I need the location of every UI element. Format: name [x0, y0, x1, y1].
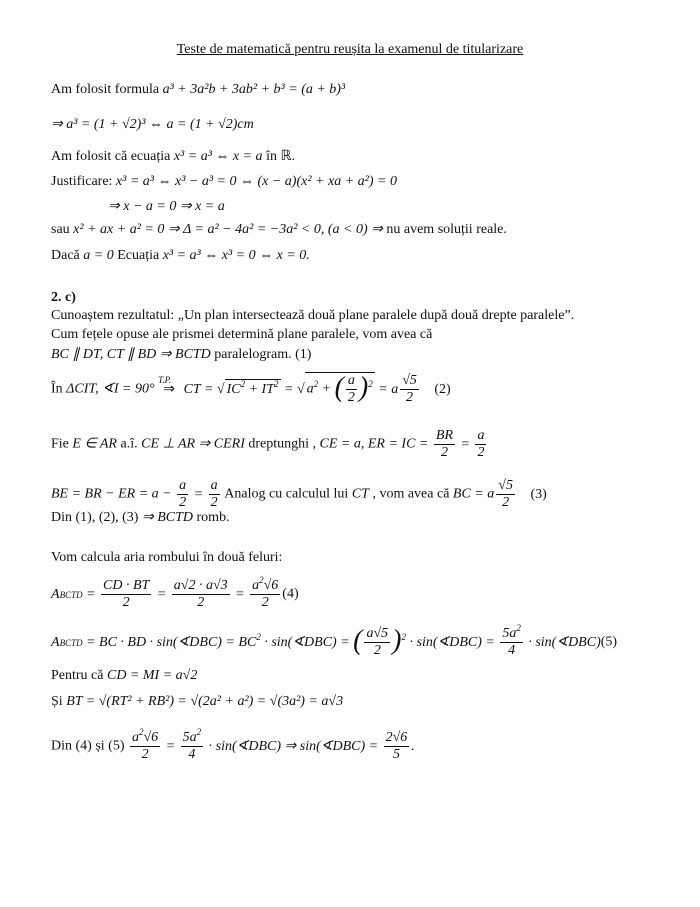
- equation-ref: (4): [282, 586, 299, 602]
- line-bt: [51, 692, 343, 712]
- line-cd: [51, 666, 197, 686]
- line-zero-case: [51, 246, 310, 266]
- line-text: Am folosit că ecuația: [51, 149, 174, 164]
- math-expr: E ∈ AR: [72, 436, 117, 452]
- line-text: Pentru că: [51, 668, 107, 683]
- line-implication: ⇒ x − a = 0 ⇒ x = a: [108, 199, 225, 214]
- line-text: , vom avea că: [372, 486, 453, 502]
- page-title: Teste de matematică pentru reușita la examenul de titularizare: [176, 42, 524, 57]
- math-expr: CD = MI = a√2: [106, 668, 198, 683]
- equation-ref: (5): [600, 634, 618, 650]
- line-formula: [51, 80, 345, 100]
- line-discriminant: [51, 220, 507, 240]
- math-expr: ABCTD = $\frac{CD \cdot BT}{2}$ = $\frac{a√2 \cdot a√3}{2}$ = $\frac{a^2√6}{2}$: [51, 575, 279, 610]
- line-text: nu avem soluții reale.: [386, 222, 507, 237]
- math-expr: x³ = a³ ⇔ x³ = 0 ⇔ x = 0.: [162, 248, 310, 263]
- line-rectangle: Fie E ∈ AR a.î. CE ⊥ AR ⇒ CERI dreptunghi , CE = a, ER = IC = $\frac{BR}{2}$ = $\frac{a}{2}$: [51, 428, 485, 460]
- line-text: în ℝ.: [266, 149, 296, 164]
- math-expr: x³ = a³ ⇔ x = a: [173, 149, 263, 164]
- line-area-2: [51, 623, 618, 659]
- line-faces: Cum fețele opuse ale prismei determină plane paralele, vom avea că: [51, 327, 433, 342]
- line-text: paralelogram. (1): [214, 347, 312, 362]
- line-pythagoras: În ΔCIT, ∢I = 90° T.P. ⇒ CT = √ $IC^2 + IT^2$ = √ $a^2$ + ( $\frac{a}{2}$ )$^2$ = a $\frac{√5}{2}$ (2): [51, 371, 451, 405]
- line-text: În: [51, 381, 67, 397]
- equation-ref: (2): [434, 381, 451, 397]
- section-label: 2. c): [51, 290, 76, 305]
- math-expr: BC ∥ DT, CT ∥ BD ⇒ BCTD: [51, 347, 211, 362]
- line-equation: [51, 147, 295, 167]
- line-justification: [51, 172, 397, 192]
- line-text: sau: [51, 222, 74, 237]
- math-expr: CT: [351, 486, 369, 502]
- line-text: Fie: [51, 436, 73, 452]
- line-text: Ecuația: [117, 248, 163, 263]
- line-text: Dacă: [51, 248, 84, 263]
- math-expr: BE = BR − ER = a −: [51, 486, 172, 502]
- equation-ref: (3): [530, 486, 547, 502]
- line-area-intro: Vom calcula aria rombului în două feluri:: [51, 550, 283, 565]
- line-text: Justificare:: [51, 174, 116, 189]
- line-area-1: [51, 575, 299, 611]
- math-expr: CT = √ $IC^2 + IT^2$ = √ $a^2$ + ( $\frac{a}{2}$ )$^2$ = a $\frac{√5}{2}$: [183, 371, 417, 405]
- math-expr: BT = √(RT² + RB²) = √(2a² + a²) = √(3a²) = a√3: [66, 694, 344, 709]
- math-formula: a³ + 3a²b + 3ab² + b³ = (a + b)³: [162, 82, 346, 97]
- line-text: Analog cu calculul lui: [224, 486, 352, 502]
- math-expr: BC = a: [452, 486, 495, 502]
- line-text: a.î.: [120, 436, 142, 452]
- math-expr: x³ = a³ ⇔ x³ − a³ = 0 ⇔ (x − a)(x² + xa + a²) = 0: [115, 174, 397, 189]
- math-expr: a = 0: [83, 248, 114, 263]
- tp-label: T.P.: [158, 374, 172, 385]
- math-expr: $\frac{a^2√6}{2}$ = $\frac{5a^2}{4}$ · sin(∢DBC) ⇒ sin(∢DBC) = $\frac{2√6}{5}$ .: [132, 727, 415, 762]
- line-theorem: Cunoaștem rezultatul: „Un plan intersectează două plane paralele după două drepte paralele”.: [51, 308, 575, 323]
- math-expr: CE = a, ER = IC =: [319, 436, 429, 452]
- math-expr: x² + ax + a² = 0 ⇒ Δ = a² − 4a² = −3a² < 0, (a < 0) ⇒: [73, 222, 383, 237]
- line-cube-root: ⇒ a³ = (1 + √2)³ ⇔ a = (1 + √2)cm: [51, 117, 254, 132]
- math-expr: CE ⊥ AR ⇒ CERI: [141, 436, 245, 452]
- line-text: romb.: [196, 510, 230, 525]
- line-text: dreptunghi ,: [248, 436, 320, 452]
- line-text: Din (4) și (5): [51, 738, 128, 754]
- line-text: Am folosit formula: [51, 82, 163, 97]
- line-parallelogram: [51, 345, 311, 365]
- line-be: BE = BR − ER = a − $\frac{a}{2}$ = $\frac{a}{2}$ Analog cu calculul lui CT , vom avea că BC = a $\frac{√5}{2}$ (3): [51, 478, 547, 510]
- line-rhombus: [51, 508, 230, 528]
- line-text: Din (1), (2), (3): [51, 510, 142, 525]
- math-expr: ΔCIT, ∢I = 90°: [66, 381, 155, 397]
- math-expr: ⇒ BCTD: [141, 510, 194, 525]
- line-conclusion: [51, 727, 415, 763]
- math-expr: ABCTD = BC · BD · sin(∢DBC) = $BC^2$ · sin(∢DBC) = ( $\frac{a√5}{2}$ )$^2$ · sin(∢DBC) = $\frac{5a^2}{4}$ · sin(∢DBC): [51, 623, 601, 658]
- line-text: Și: [51, 694, 67, 709]
